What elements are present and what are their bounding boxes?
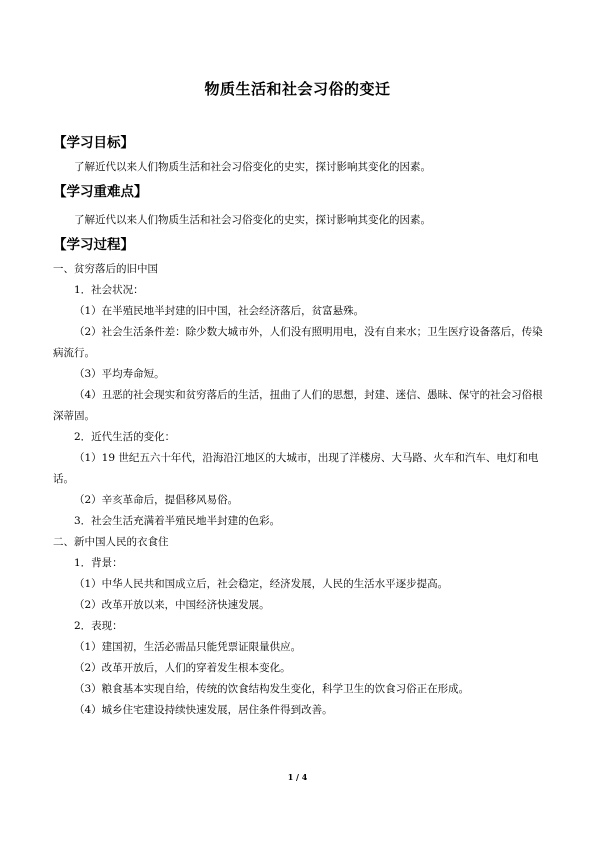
list-item: （4）丑恶的社会现实和贫穷落后的生活，扭曲了人们的思想，封建、迷信、愚昧、保守的社会习俗根深蒂固。 xyxy=(53,389,543,422)
list-item: （3）粮食基本实现自给，传统的饮食结构发生变化，科学卫生的饮食习俗正在形成。 xyxy=(74,683,470,695)
list-item: （1）中华人民共和国成立后，社会稳定，经济发展，人民的生活水平逐步提高。 xyxy=(74,578,449,590)
part-1-heading: 一、贫穷落后的旧中国 xyxy=(53,263,158,275)
list-item: （3）平均寿命短。 xyxy=(74,368,165,380)
list-item: （2）改革开放后，人们的穿着发生根本变化。 xyxy=(74,662,291,674)
list-item: （1）19 世纪五六十年代，沿海沿江地区的大城市，出现了洋楼房、大马路、火车和汽车、电灯和电话。 xyxy=(53,452,539,485)
part-2-heading: 二、新中国人民的衣食住 xyxy=(53,536,169,548)
page-number: 1 / 4 xyxy=(287,772,308,782)
list-item: （1）在半殖民地半封建的旧中国，社会经济落后，贫富悬殊。 xyxy=(74,305,365,317)
list-item: （2）改革开放以来，中国经济快速发展。 xyxy=(74,599,270,611)
page-title: 物质生活和社会习俗的变迁 xyxy=(204,80,391,98)
item-1-social-status: 1．社会状况： xyxy=(74,284,144,296)
list-item: （2）辛亥革命后，提倡移风易俗。 xyxy=(74,494,239,506)
list-item: （2）社会生活条件差：除少数大城市外，人们没有照明用电，没有自来水；卫生医疗设备落后，传染病流行。 xyxy=(53,326,543,359)
heading-learning-goals: 【学习目标】 xyxy=(53,135,134,151)
list-item: （1）建国初，生活必需品只能凭票证限量供应。 xyxy=(74,641,302,653)
learning-goals-text: 了解近代以来人们物质生活和社会习俗变化的史实，探讨影响其变化的因素。 xyxy=(74,161,431,173)
item-1-background: 1．背景： xyxy=(74,557,123,569)
heading-key-points: 【学习重难点】 xyxy=(53,184,148,200)
key-points-text: 了解近代以来人们物质生活和社会习俗变化的史实，探讨影响其变化的因素。 xyxy=(74,214,431,226)
list-item: （4）城乡住宅建设持续快速发展，居住条件得到改善。 xyxy=(74,704,333,716)
document-body xyxy=(53,133,543,721)
item-3-semi-colonial: 3．社会生活充满着半殖民地半封建的色彩。 xyxy=(74,515,281,527)
item-2-modern-life: 2．近代生活的变化： xyxy=(74,431,176,443)
item-2-performance: 2．表现： xyxy=(74,620,123,632)
heading-learning-process: 【学习过程】 xyxy=(53,237,134,253)
